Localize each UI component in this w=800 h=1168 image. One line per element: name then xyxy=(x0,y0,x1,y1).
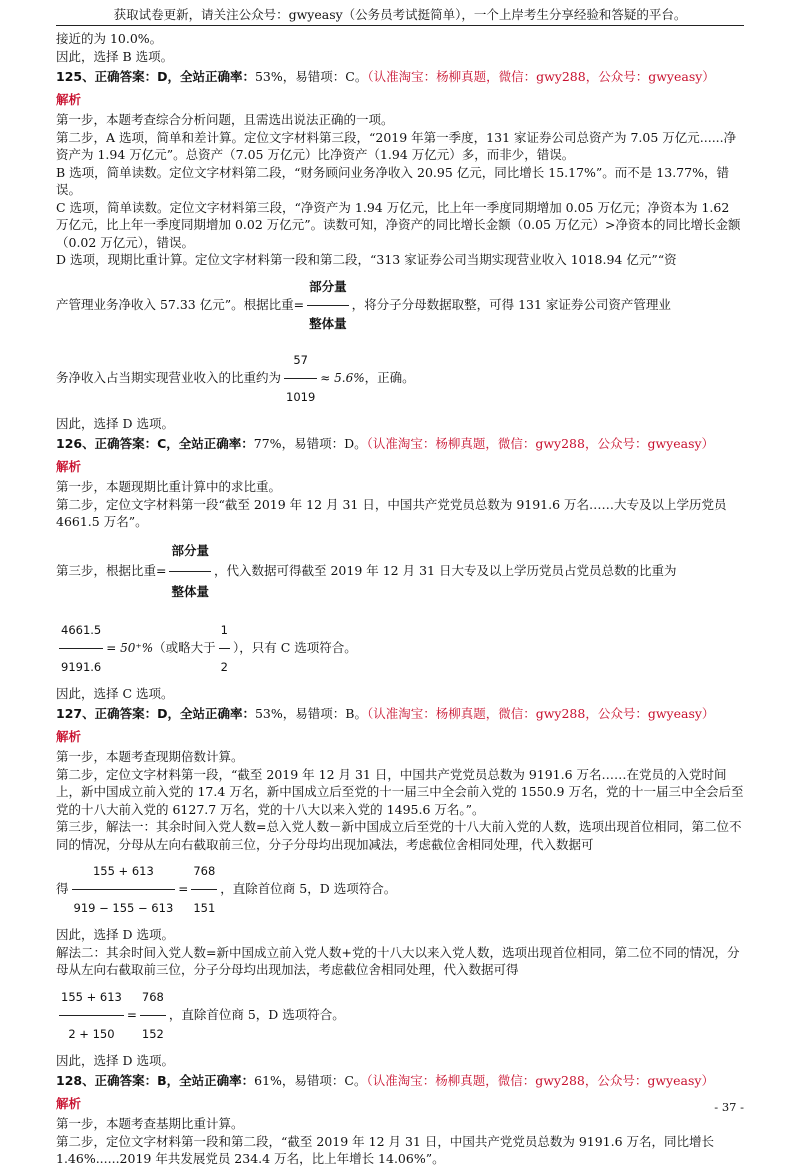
analysis-label: 解析 xyxy=(56,459,82,474)
ratio-fraction: $\frac{\text{部分量}}{\text{整体量}}$ xyxy=(169,531,211,612)
q125-step: C 选项，简单读数。定位文字材料第三段，“净资产为 1.94 万亿元，比上年一季度同期增加 0.05 万亿元；净资本为 1.62 万亿元，比上年一季度同期增加 0.02 万亿元”。读数可知，净资产的同比增长金额（0.05 万亿元）>净资本的同比增长金额（0.02 万亿元），错误。 xyxy=(56,199,741,250)
q128-step: 第一步，本题考查基期比重计算。 xyxy=(56,1116,244,1131)
document-body xyxy=(56,30,744,1168)
q125-conclusion: 因此，选择 D 选项。 xyxy=(56,415,174,431)
q126-step: 第一步，本题现期比重计算中的求比重。 xyxy=(56,479,282,494)
q126-conclusion: 因此，选择 C 选项。 xyxy=(56,685,174,701)
q127-step: 第三步，解法一：其余时间入党人数=总入党人数－新中国成立后至党的十八大前入党的人数，选项出现首位相同，第二位不同的情况，分母从左向右截取前三位，分子分母均出现加减法，考虑截位舍相同处理，代入数据可 xyxy=(56,819,742,852)
q126-heading: 126、正确答案：C，全站正确率：77%，易错项：D。（认准淘宝：杨柳真题，微信：gwy288，公众号：gwyeasy） xyxy=(56,436,715,451)
q125-step: 第一步，本题考查综合分析问题，且需选出说法正确的一项。 xyxy=(56,112,394,127)
q128-step: 第二步，定位文字材料第一段和第二段，“截至 2019 年 12 月 31 日，中国共产党党员总数为 9191.6 万名，同比增长 1.46%......2019 年共发展党员 234.4 万名，比上年增长 14.06%”。 xyxy=(56,1133,715,1166)
header-rule xyxy=(56,25,744,26)
q127-calc-line: 得 $\frac{155 + 613}{919 - 155 - 613}$ = $\frac{768}{151}$ ，直除首位商 5，D 选项符合。 xyxy=(56,853,744,926)
ad-text: （认准淘宝：杨柳真题，微信：gwy288，公众号：gwyeasy） xyxy=(366,706,715,721)
q125-step: 第二步，A 选项，简单和差计算。定位文字材料第三段，“2019 年第一季度，131 家证券公司总资产为 7.05 万亿元......净资产为 1.94 万亿元”。总资产（7.05 万亿元）比净资产（1.94 万亿元）多，而非少，错误。 xyxy=(56,129,737,162)
half-fraction: $\frac{1}{2}$ xyxy=(219,612,230,685)
q127-conclusion: 因此，选择 D 选项。 xyxy=(56,927,174,942)
q127-step: 第一步，本题考查现期倍数计算。 xyxy=(56,749,244,764)
q127-step: 第二步，定位文字材料第一段，“截至 2019 年 12 月 31 日，中国共产党党员总数为 9191.6 万名……在党员的入党时间上，新中国成立前入党的 17.4 万名，新中国成立后至党的十一届三中全会前入党的 1550.9 万名，党的十一届三中全会后至党的十八大前入党的 6127.7 万名，党的十八大以来入党的 1495.6 万名。”。 xyxy=(56,766,744,817)
q127-method2: 解法二：其余时间入党人数=新中国成立前入党人数+党的十八大以来入党人数，选项出现首位相同，第二位不同的情况，分母从左向右截取前三位，分子分母均出现加法，考虑截位舍相同处理，代入数据可得 xyxy=(56,944,740,977)
q125-result-line: 务净收入占当期实现营业收入的比重约为 $\frac{57}{1019}$ ≈ 5.6%，正确。 xyxy=(56,342,744,415)
q126-result-line: $\frac{4661.5}{9191.6}$ = 50⁺%（或略大于 $\frac{1}{2}$ ），只有 C 选项符合。 xyxy=(56,612,744,685)
math-fraction: $\frac{768}{151}$ xyxy=(191,853,217,926)
math-fraction: $\frac{155 + 613}{2 + 150}$ xyxy=(59,979,124,1052)
q125-step: D 选项，现期比重计算。定位文字材料第一段和第二段，“313 家证券公司当期实现营业收入 1018.94 亿元”“资 xyxy=(56,252,677,267)
q126-step: 第二步，定位文字材料第一段“截至 2019 年 12 月 31 日，中国共产党党员总数为 9191.6 万名……大专及以上学历党员 4661.5 万名”。 xyxy=(56,496,727,529)
ratio-fraction: $\frac{\text{部分量}}{\text{整体量}}$ xyxy=(307,269,349,342)
q127-calc-line-2: $\frac{155 + 613}{2 + 150}$ = $\frac{768}{152}$ ，直除首位商 5，D 选项符合。 xyxy=(56,979,744,1052)
page-header: 获取试卷更新，请关注公众号：gwyeasy（公务员考试挺简单），一个上岸考生分享经验和答疑的平台。 xyxy=(113,7,687,22)
math-fraction: $\frac{57}{1019}$ xyxy=(284,342,317,415)
analysis-label: 解析 xyxy=(56,1096,82,1111)
analysis-label: 解析 xyxy=(56,92,82,107)
page-number: - 37 - xyxy=(714,1100,744,1114)
q127-heading: 127、正确答案：D，全站正确率：53%，易错项：B。（认准淘宝：杨柳真题，微信：gwy288，公众号：gwyeasy） xyxy=(56,706,715,721)
q128-heading: 128、正确答案：B，全站正确率：61%，易错项：C。（认准淘宝：杨柳真题，微信：gwy288，公众号：gwyeasy） xyxy=(56,1073,714,1088)
ad-text: （认准淘宝：杨柳真题，微信：gwy288，公众号：gwyeasy） xyxy=(366,436,715,451)
math-fraction: $\frac{4661.5}{9191.6}$ xyxy=(59,612,103,685)
q127-conclusion: 因此，选择 D 选项。 xyxy=(56,1052,174,1068)
math-fraction: $\frac{155 + 613}{919 - 155 - 613}$ xyxy=(72,853,176,926)
math-fraction: $\frac{768}{152}$ xyxy=(140,979,166,1052)
q125-formula-line: 产管理业务净收入 57.33 亿元”。根据比重= $\frac{\text{部分量}}{\text{整体量}}$ ，将分子分母数据取整，可得 131 家证券公司资产管理业 xyxy=(56,269,744,342)
intro-line: 因此，选择 B 选项。 xyxy=(56,48,174,64)
analysis-label: 解析 xyxy=(56,729,82,744)
ad-text: （认准淘宝：杨柳真题，微信：gwy288，公众号：gwyeasy） xyxy=(366,1073,714,1088)
ad-text: （认准淘宝：杨柳真题，微信：gwy288，公众号：gwyeasy） xyxy=(367,69,715,84)
q125-heading: 125、正确答案：D，全站正确率：53%，易错项：C。（认准淘宝：杨柳真题，微信：gwy288，公众号：gwyeasy） xyxy=(56,69,715,84)
q126-formula-line: 第三步，根据比重= $\frac{\text{部分量}}{\text{整体量}}$ ，代入数据可得截至 2019 年 12 月 31 日大专及以上学历党员占党员总数的比重为 xyxy=(56,531,744,612)
intro-line: 接近的为 10.0%。 xyxy=(56,31,163,46)
q125-step: B 选项，简单读数。定位文字材料第二段，“财务顾问业务净收入 20.95 亿元，同比增长 15.17%”。而不是 13.77%，错误。 xyxy=(56,164,729,197)
